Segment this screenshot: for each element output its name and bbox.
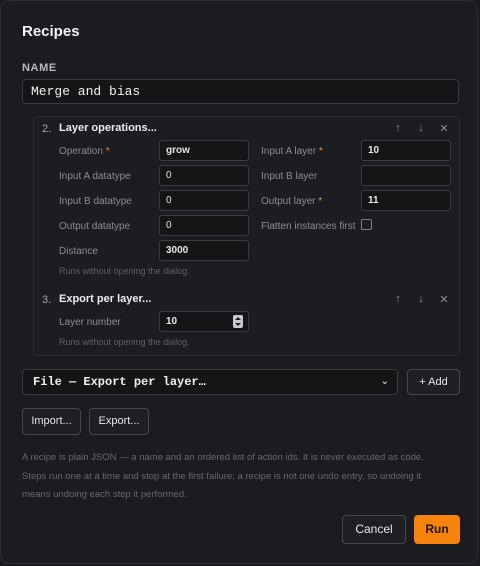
output-datatype-field[interactable]: 0 [159,215,249,236]
recipe-steps-list [33,116,460,356]
action-select-value: File — Export per layer… [33,375,206,389]
output-datatype-label: Output datatype [59,221,131,232]
step-number: 2. [42,123,52,135]
step-title: Layer operations... [59,122,157,134]
step-number: 3. [42,294,52,306]
step-hint: Runs without opening the dialog. [59,337,190,347]
chevron-down-icon: ⌄ [380,376,389,387]
input-a-datatype-field[interactable]: 0 [159,165,249,186]
layer-number-value: 10 [166,316,178,327]
distance-field[interactable]: 3000 [159,240,249,261]
recipe-description: A recipe is plain JSON — a name and an ordered list of action ids. It is never executed as code. Steps run one at a time and stop at the first failure; a recipe is not one undo entry, so undoing it means undoing each step it performed. [22,452,424,500]
move-up-icon[interactable]: ↑ [395,122,401,134]
output-layer-label: Output layer * [261,196,323,207]
output-layer-field[interactable]: 11 [361,190,451,211]
spin-arrows-icon[interactable] [233,315,243,328]
move-down-icon[interactable]: ↓ [418,122,424,134]
layer-number-stepper[interactable] [159,311,249,332]
input-b-datatype-label: Input B datatype [59,196,132,207]
move-down-icon[interactable]: ↓ [418,293,424,305]
import-button[interactable]: Import... [22,408,81,435]
flatten-checkbox[interactable] [361,219,372,230]
input-b-layer-field[interactable] [361,165,451,186]
export-button[interactable]: Export... [89,408,149,435]
add-step-button[interactable]: + Add [407,369,460,395]
dialog-title: Recipes [22,23,80,40]
input-a-layer-label: Input A layer * [261,146,323,157]
input-a-datatype-label: Input A datatype [59,171,131,182]
input-b-datatype-field[interactable]: 0 [159,190,249,211]
move-up-icon[interactable]: ↑ [395,293,401,305]
input-a-layer-field[interactable]: 10 [361,140,451,161]
remove-step-icon[interactable]: ✕ [439,294,449,306]
recipe-name-input[interactable]: Merge and bias [22,79,459,104]
name-label: NAME [22,62,57,74]
run-button[interactable]: Run [414,515,460,544]
step-hint: Runs without opening the dialog. [59,266,190,276]
operation-field[interactable]: grow [159,140,249,161]
operation-label: Operation * [59,146,110,157]
distance-label: Distance [59,246,98,257]
step-title: Export per layer... [59,293,152,305]
remove-step-icon[interactable]: ✕ [439,123,449,135]
cancel-button[interactable]: Cancel [342,515,406,544]
input-b-layer-label: Input B layer [261,171,318,182]
flatten-label: Flatten instances first [261,221,356,232]
layer-number-label: Layer number [59,317,121,328]
action-select[interactable] [22,369,398,395]
